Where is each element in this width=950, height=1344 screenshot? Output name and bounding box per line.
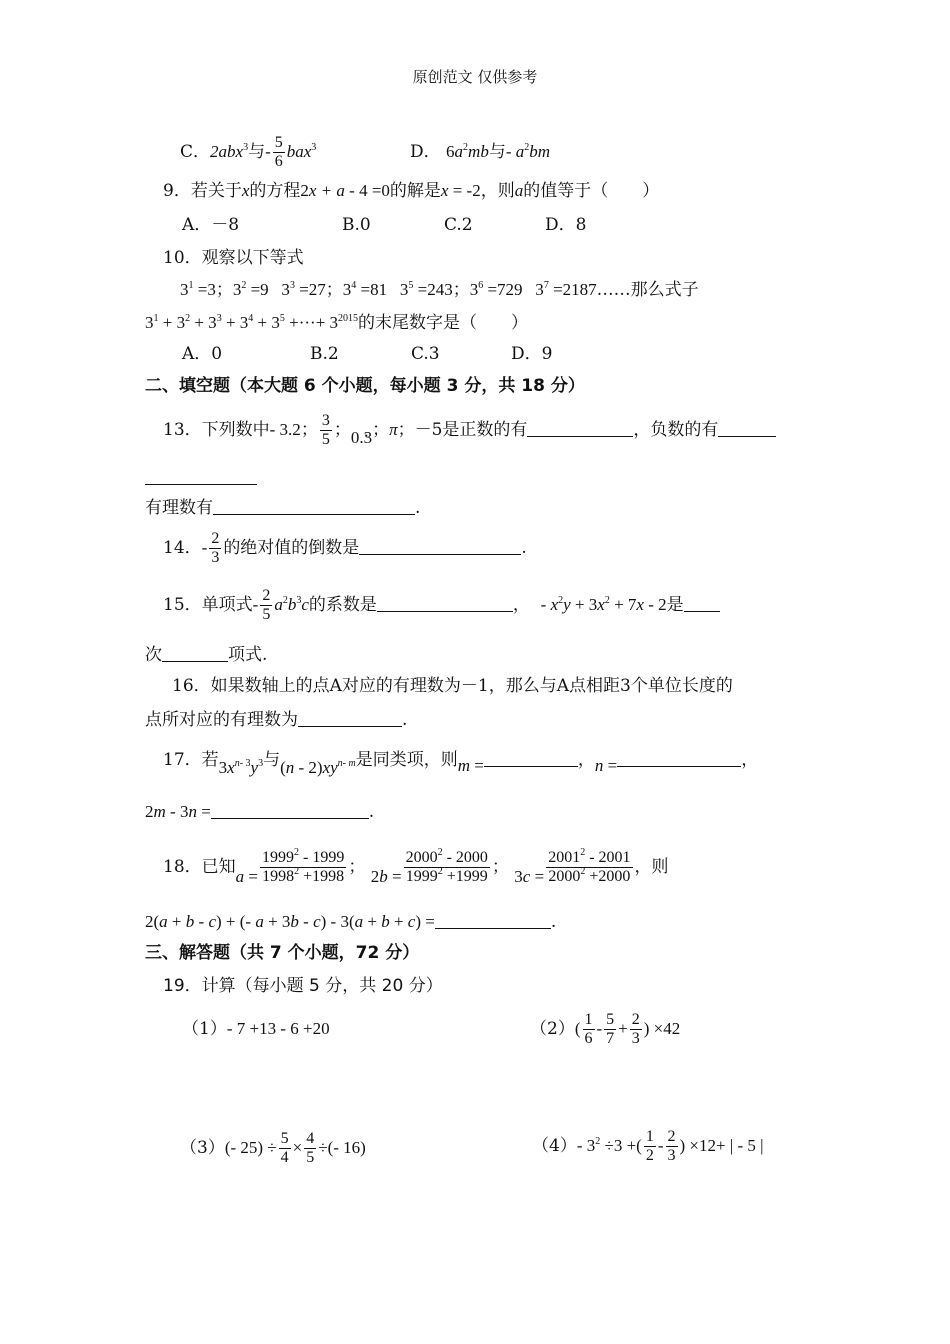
q9-option-c: C.2 (444, 215, 473, 235)
q19-part-1: （1）- 7 +13 - 6 +20 (182, 1019, 330, 1039)
q14-text: 14．- $\frac{2}{3}$ 的绝对值的倒数是 . (163, 530, 527, 566)
section-2-heading: 二、填空题（本大题 6 个小题，每小题 3 分，共 18 分） (145, 376, 585, 396)
q17-text: 17．若$3x^{n- 3}y^3$与$(n - 2)xy^{n- m}$是同类项，则m = ，n = ， (163, 750, 759, 777)
q13-blank-continued[interactable] (145, 466, 257, 489)
q10-expression: $3^1 + 3^2 + 3^3 + 3^4 + 3^5$ +···+ $3^{2015}$的末尾数字是（ ） (145, 313, 529, 333)
q19-part-2: （2）( $\frac{1}{6}$ - $\frac{5}{7}$ + $\frac{2}{3}$ ) ×42 (530, 1011, 681, 1047)
q15-text: 15．单项式- $\frac{2}{5}$ $a^2b^3c$的系数是 ， - $x^2y + 3x^2 + 7x - 2$是 (163, 584, 720, 626)
q10-option-c: C.3 (411, 344, 440, 364)
q19-title: 19．计算（每小题 5 分，共 20 分） (163, 976, 443, 996)
q19-part-3: （3）(- 25) ÷ $\frac{5}{4}$ × $\frac{4}{5}$ ÷(- 16) (180, 1130, 366, 1166)
q18-expression: 2(a + b - c) + (- a + 3b - c) - 3(a + b + c) = . (145, 912, 557, 932)
q19-part-4: （4）- $3^2 \div 3$ +( $\frac{1}{2}$ - $\frac{2}{3}$ ) ×12+ | - 5 | (532, 1128, 764, 1164)
q10-option-b: B.2 (310, 344, 339, 364)
q13-text: 13．下列数中- 3.2； $\frac{3}{5}$ ；0.• 3；π；－5是正数的有 ，负数的有 (163, 410, 776, 450)
q8-option-c: C．2abx$^3$与- $\frac{5}{6}$ bax$^3$ (180, 134, 317, 170)
q10-option-d: D．9 (511, 344, 553, 364)
q17-line2: 2m - 3n = . (145, 802, 375, 822)
q18-text: 18．已知a = $\frac{1999^2 - 1999}{1998^2 +1998}$ ； 2b = $\frac{2000^2 - 2000}{1999^2 +1999}$ ； 3c = $\frac{2001^2 - 2001}{2000^2 +2000}$ ，则 (163, 847, 669, 886)
q10-equalities: $3^1 =3$；$3^2 =9$ $3^3 =27$；$3^4 =81$ $3^5 =243$；$3^6 =729$ $3^7$ =2187……那么式子 (180, 280, 699, 300)
q9-option-d: D．8 (545, 215, 587, 235)
section-3-heading: 三、解答题（共 7 个小题，72 分） (145, 943, 420, 963)
q10-option-a: A．0 (182, 344, 223, 364)
q16-line2: 点所对应的有理数为 . (145, 710, 408, 730)
q13-rational: 有理数有 . (145, 498, 421, 518)
q16-line1: 16．如果数轴上的点A对应的有理数为－1，那么与A点相距3个单位长度的 (172, 676, 733, 696)
q10-title: 10．观察以下等式 (163, 248, 304, 268)
page-header: 原创范文 仅供参考 (412, 68, 538, 86)
q9-text: 9．若关于x的方程2x + a - 4 =0的解是x = -2，则a的值等于（ ） (163, 181, 660, 201)
q15-line2: 次 项式. (145, 645, 268, 665)
q8-option-d: D． $6a^2mb$与- $a^2bm$ (410, 142, 551, 162)
q9-option-b: B.0 (342, 215, 371, 235)
q9-option-a: A．－8 (182, 215, 240, 235)
